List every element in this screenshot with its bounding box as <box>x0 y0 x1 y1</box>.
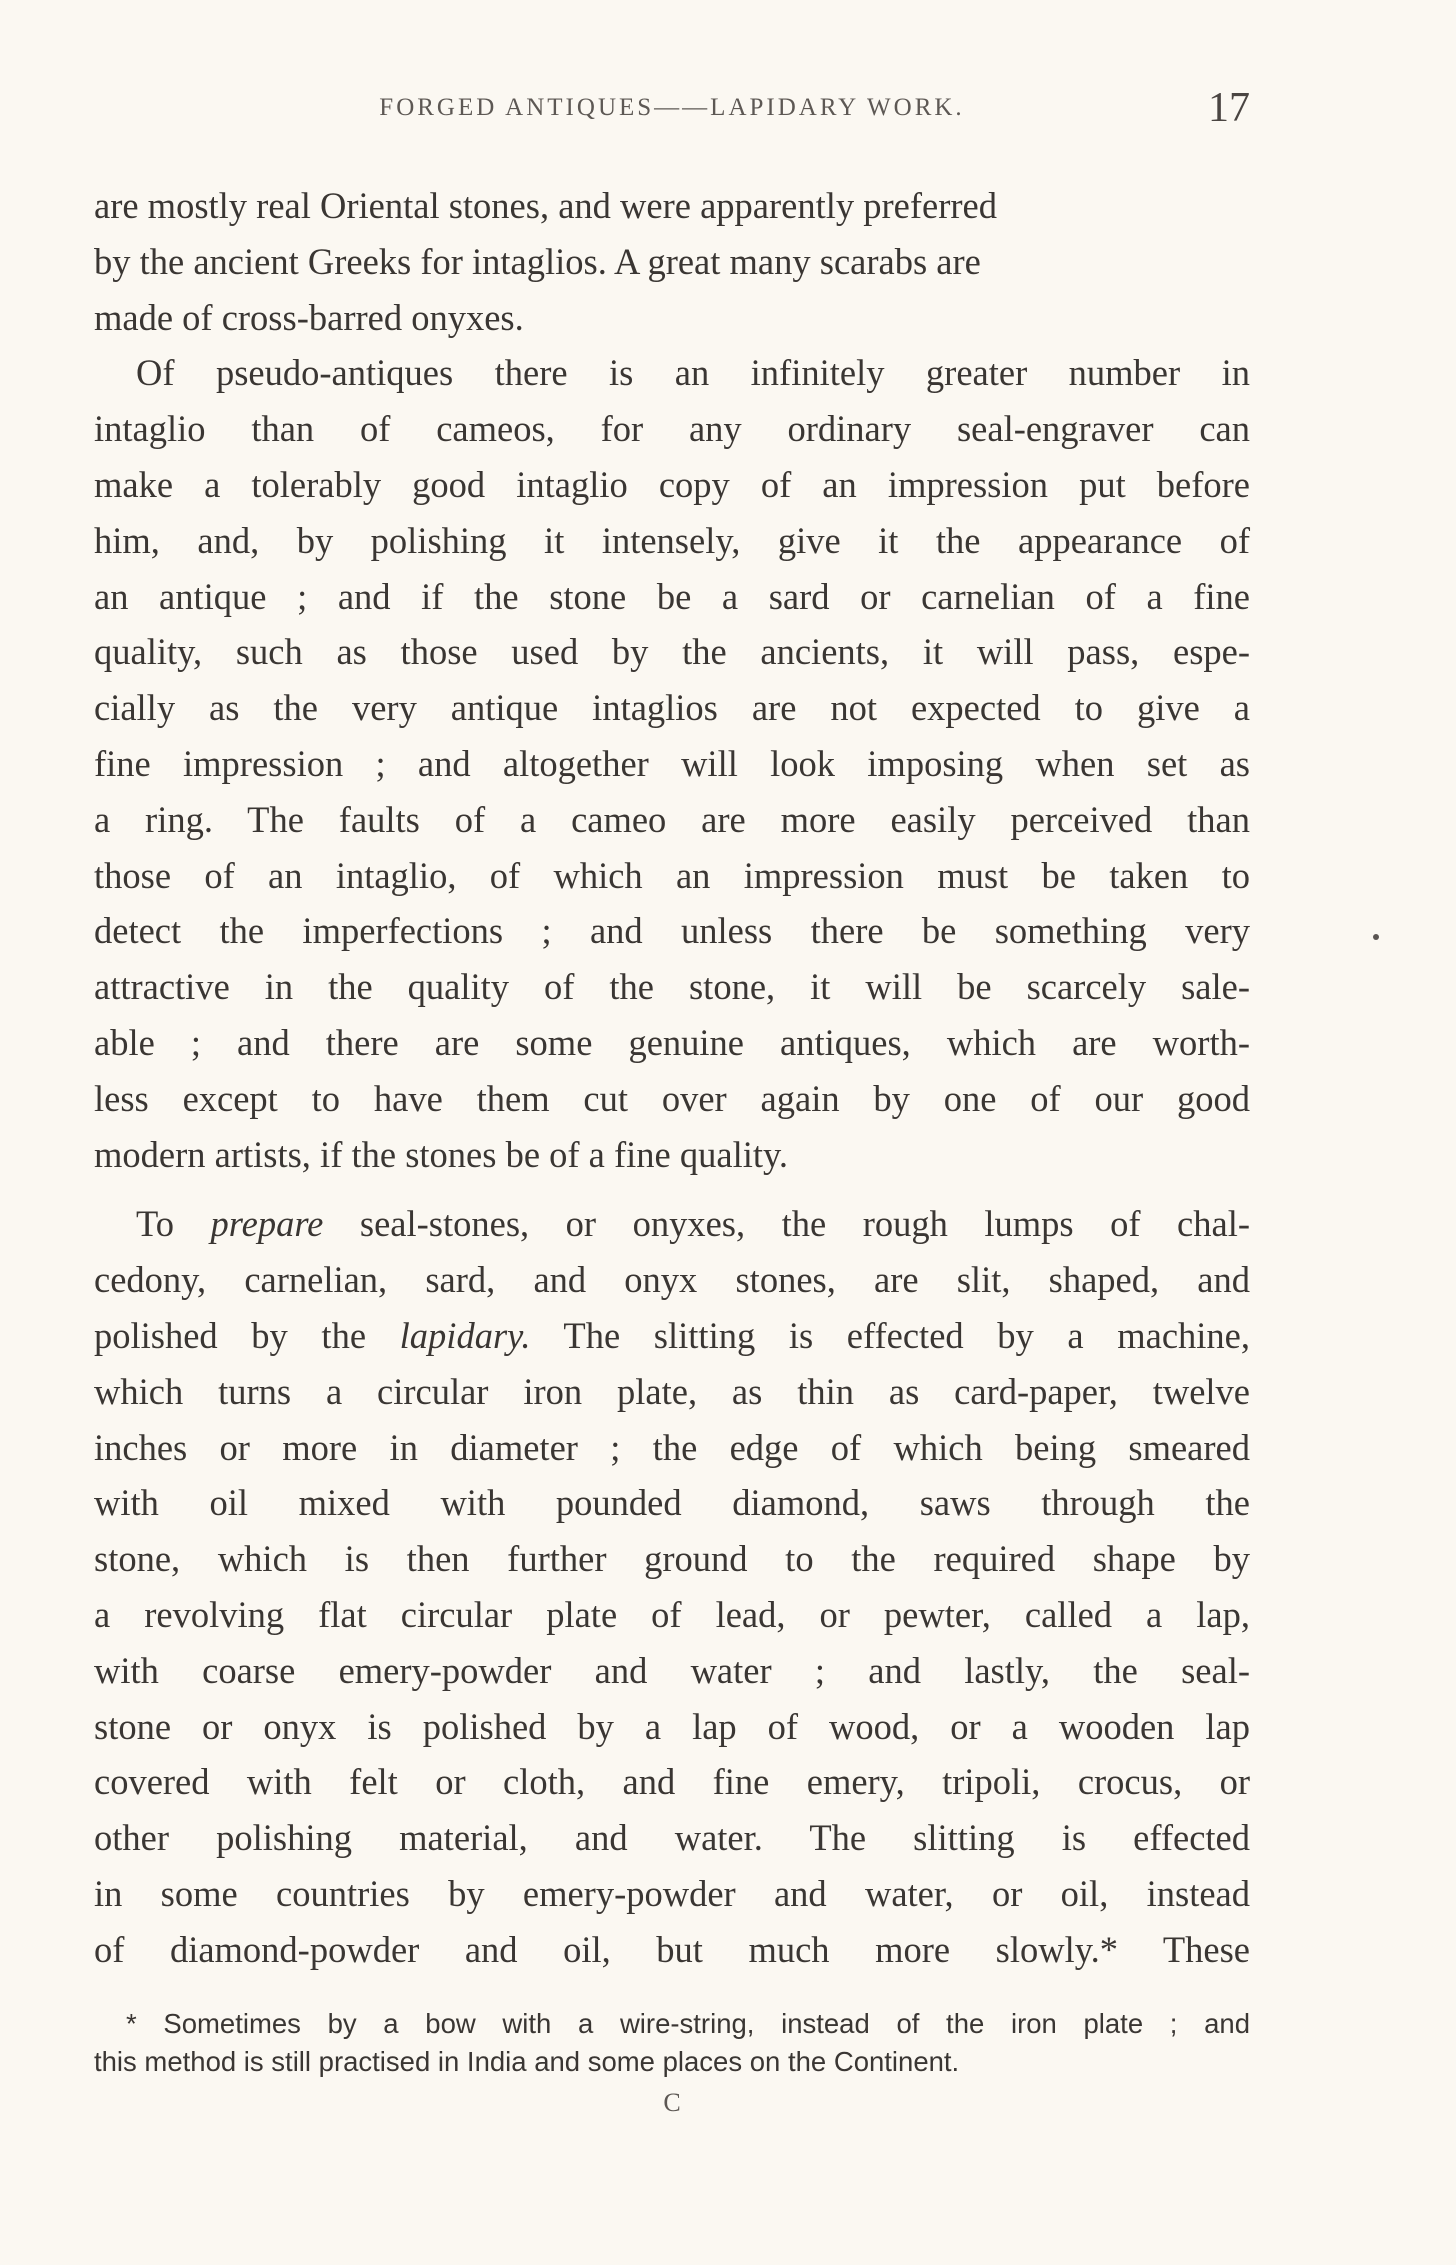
running-title: FORGED ANTIQUES——LAPIDARY WORK. <box>379 94 965 121</box>
running-head <box>94 84 1250 144</box>
text-line: other polishing material, and water. The slitting is effected <box>94 1817 1250 1859</box>
text-line <box>94 1196 1250 1252</box>
footnote-text <box>94 2005 1250 2081</box>
paragraph-gap <box>94 1182 1250 1196</box>
text-line: able ; and there are some genuine antiques, which are worth- <box>94 1021 1250 1063</box>
book-page <box>94 0 1250 2265</box>
text-line: which turns a circular iron plate, as thin as card-paper, twelve <box>94 1370 1250 1412</box>
paragraph-1 <box>94 178 1250 345</box>
italic-term-prepare: prepare <box>210 1203 324 1245</box>
text-run: To <box>136 1203 211 1245</box>
text-line: inches or more in diameter ; the edge of which being smeared <box>94 1426 1250 1468</box>
footnote <box>94 2005 1250 2081</box>
text-line: are mostly real Oriental stones, and were apparently preferred <box>94 185 997 226</box>
text-line: cially as the very antique intaglios are not expected to give a <box>94 687 1250 729</box>
text-line: make a tolerably good intaglio copy of an impression put before <box>94 463 1250 505</box>
paragraph-3 <box>94 1196 1250 1977</box>
paragraph-2 <box>94 345 1250 1182</box>
body-text <box>94 178 1250 1978</box>
text-line: him, and, by polishing it intensely, give it the appearance of <box>94 519 1250 561</box>
signature-mark: C <box>663 2088 681 2117</box>
text-line: of diamond-powder and oil, but much more slowly.* These <box>94 1928 1250 1970</box>
text-run: seal-stones, or onyxes, the rough lumps of chal- <box>323 1203 1251 1245</box>
footnote-line: this method is still practised in India and some places on the Continent. <box>94 2046 960 2077</box>
text-line: by the ancient Greeks for intaglios. A great many scarabs are <box>94 240 981 282</box>
text-line: in some countries by emery-powder and water, or oil, instead <box>94 1872 1250 1914</box>
ink-speck <box>1373 934 1379 940</box>
text-line: an antique ; and if the stone be a sard or carnelian of a fine <box>94 575 1250 617</box>
text-line: made of cross-barred onyxes. <box>94 296 524 338</box>
text-line: detect the imperfections ; and unless there be something very <box>94 910 1250 952</box>
text-line: covered with felt or cloth, and fine emery, tripoli, crocus, or <box>94 1761 1250 1803</box>
text-line <box>94 1308 1250 1364</box>
text-line: attractive in the quality of the stone, it will be scarcely sale- <box>94 966 1250 1008</box>
text-line: intaglio than of cameos, for any ordinary seal-engraver can <box>94 408 1250 450</box>
text-line: less except to have them cut over again by one of our good <box>94 1077 1250 1119</box>
text-line: Of pseudo-antiques there is an infinitely greater number in <box>136 352 1250 394</box>
italic-term-lapidary: lapidary. <box>399 1314 531 1356</box>
text-line: with oil mixed with pounded diamond, saws through the <box>94 1482 1250 1524</box>
footnote-line: * Sometimes by a bow with a wire-string, instead of the iron plate ; and <box>126 2008 1250 2039</box>
text-line: stone or onyx is polished by a lap of wood, or a wooden lap <box>94 1705 1250 1747</box>
text-line: cedony, carnelian, sard, and onyx stones, are slit, shaped, and <box>94 1259 1250 1301</box>
text-line: modern artists, if the stones be of a fine quality. <box>94 1133 788 1175</box>
text-run: The slitting is effected by a machine, <box>530 1314 1250 1356</box>
text-line: with coarse emery-powder and water ; and lastly, the seal- <box>94 1649 1250 1691</box>
text-run: polished by the <box>94 1314 400 1356</box>
text-line: a ring. The faults of a cameo are more easily perceived than <box>94 798 1250 840</box>
text-line: quality, such as those used by the ancients, it will pass, espe- <box>94 631 1250 673</box>
page-number: 17 <box>1208 85 1250 131</box>
text-line: those of an intaglio, of which an impression must be taken to <box>94 854 1250 896</box>
text-line: fine impression ; and altogether will look imposing when set as <box>94 742 1250 784</box>
text-line: stone, which is then further ground to the required shape by <box>94 1538 1250 1580</box>
text-line: a revolving flat circular plate of lead, or pewter, called a lap, <box>94 1593 1250 1635</box>
